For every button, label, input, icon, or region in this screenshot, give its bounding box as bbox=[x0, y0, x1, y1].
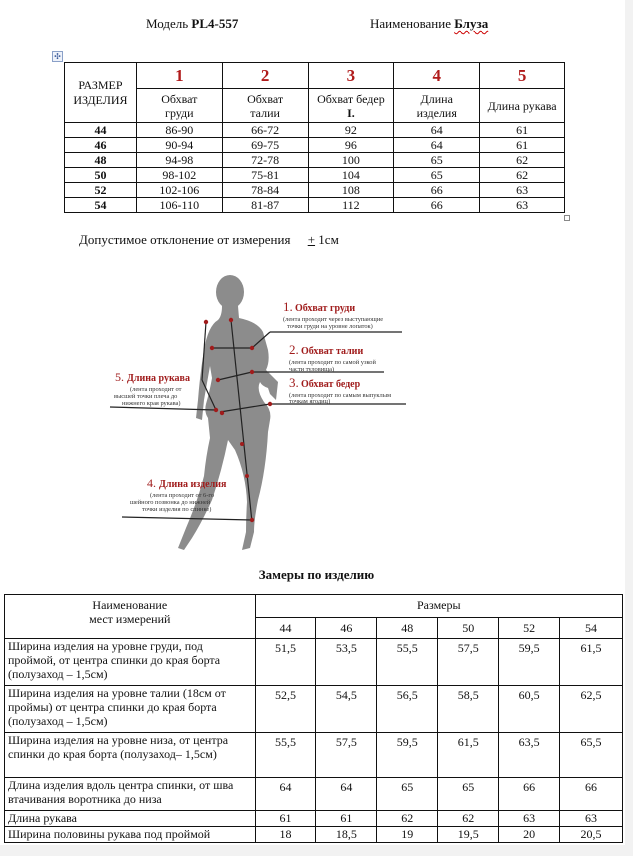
size-column-header: 52 bbox=[499, 618, 560, 639]
value-cell: 86-90 bbox=[136, 123, 222, 138]
measurement-value: 19 bbox=[377, 827, 438, 843]
label-note: высшей точки плеча до bbox=[114, 393, 178, 400]
column-header-length bbox=[394, 89, 480, 123]
section-title: Замеры по изделию bbox=[258, 567, 375, 582]
measurement-value: 62 bbox=[438, 811, 499, 827]
measurement-value: 65,5 bbox=[560, 733, 623, 778]
label-note: части туловища) bbox=[289, 366, 335, 373]
value-cell: 69-75 bbox=[222, 138, 308, 153]
size-row bbox=[65, 183, 565, 198]
size-column-header: 50 bbox=[438, 618, 499, 639]
corner-line-1: РАЗМЕР bbox=[78, 77, 123, 92]
size-column-header: 44 bbox=[255, 618, 316, 639]
column-number: 1 bbox=[136, 63, 222, 89]
label-note: (лента проходит от 6-го bbox=[150, 492, 215, 499]
value-cell: 63 bbox=[480, 183, 565, 198]
size-row bbox=[65, 153, 565, 168]
value-cell: 65 bbox=[394, 153, 480, 168]
value-cell: 66 bbox=[394, 183, 480, 198]
label-note: точки изделия по спинке) bbox=[142, 506, 212, 513]
model-label: Модель bbox=[146, 16, 189, 31]
value-cell: 64 bbox=[394, 138, 480, 153]
size-cell: 54 bbox=[65, 198, 137, 213]
value-cell: 102-106 bbox=[136, 183, 222, 198]
value-cell: 61 bbox=[480, 123, 565, 138]
label-title: Длина рукава bbox=[127, 373, 190, 384]
header-line: Наименование bbox=[92, 598, 168, 612]
measurement-row bbox=[5, 733, 623, 778]
name-value: Блуза bbox=[454, 16, 489, 31]
label-note: точки груди на уровне лопаток) bbox=[287, 323, 373, 330]
size-cell: 46 bbox=[65, 138, 137, 153]
measurement-value: 63 bbox=[560, 811, 623, 827]
size-row bbox=[65, 138, 565, 153]
measurement-row bbox=[5, 778, 623, 811]
label-hips bbox=[289, 375, 391, 405]
measurement-value: 55,5 bbox=[377, 639, 438, 686]
measurement-value: 51,5 bbox=[255, 639, 316, 686]
measurement-value: 62,5 bbox=[560, 686, 623, 733]
measurement-value: 53,5 bbox=[316, 639, 377, 686]
size-row bbox=[65, 123, 565, 138]
value-cell: 92 bbox=[308, 123, 394, 138]
measurement-value: 62 bbox=[377, 811, 438, 827]
label-number: 4. bbox=[147, 476, 156, 490]
value-cell: 81-87 bbox=[222, 198, 308, 213]
column-number: 5 bbox=[480, 63, 565, 89]
value-cell: 66 bbox=[394, 198, 480, 213]
measurement-value: 56,5 bbox=[377, 686, 438, 733]
measurement-value: 61,5 bbox=[438, 733, 499, 778]
measurement-value: 61,5 bbox=[560, 639, 623, 686]
measurement-name: Длина рукава bbox=[5, 811, 256, 827]
label-waist bbox=[289, 342, 376, 373]
label-note: (лента проходит по самым выпуклым bbox=[289, 392, 392, 399]
measurement-value: 57,5 bbox=[438, 639, 499, 686]
header-line: талии bbox=[250, 105, 280, 120]
tolerance-note bbox=[79, 232, 339, 248]
header-line: Обхват бедер bbox=[317, 91, 385, 106]
measurement-value: 59,5 bbox=[377, 733, 438, 778]
column-header-bust bbox=[136, 89, 222, 123]
size-corner-header bbox=[65, 63, 137, 123]
value-cell: 66-72 bbox=[222, 123, 308, 138]
value-cell: 64 bbox=[394, 123, 480, 138]
header-line: Обхват bbox=[247, 91, 284, 106]
header-line: изделия bbox=[416, 105, 457, 120]
measurement-row bbox=[5, 639, 623, 686]
size-column-header: 46 bbox=[316, 618, 377, 639]
measurement-value: 61 bbox=[255, 811, 316, 827]
column-header-sleeve bbox=[480, 89, 565, 123]
header-line: Длина рукава bbox=[487, 98, 557, 113]
value-cell: 63 bbox=[480, 198, 565, 213]
product-name-heading bbox=[370, 16, 488, 32]
measurement-value: 19,5 bbox=[438, 827, 499, 843]
label-note: (лента проходит по самой узкой bbox=[289, 359, 376, 366]
measurement-value: 57,5 bbox=[316, 733, 377, 778]
value-cell: 100 bbox=[308, 153, 394, 168]
value-cell: 106-110 bbox=[136, 198, 222, 213]
column-header-waist bbox=[222, 89, 308, 123]
name-label: Наименование bbox=[370, 16, 451, 31]
measurement-value: 18,5 bbox=[316, 827, 377, 843]
label-title: Обхват талии bbox=[301, 346, 364, 357]
measurement-row bbox=[5, 686, 623, 733]
header-line: мест измерений bbox=[89, 612, 171, 626]
label-note: (лента проходит через выступающие bbox=[283, 316, 384, 323]
header-line: Длина bbox=[420, 91, 453, 106]
label-title: Длина изделия bbox=[159, 479, 227, 490]
label-note: шейного позвонка до нижней bbox=[130, 499, 211, 506]
measurement-name: Ширина половины рукава под проймой bbox=[5, 827, 256, 843]
length-guide bbox=[122, 517, 252, 520]
value-cell: 96 bbox=[308, 138, 394, 153]
table-resize-handle[interactable] bbox=[564, 215, 570, 221]
label-sleeve bbox=[114, 370, 190, 407]
label-bust bbox=[283, 299, 383, 330]
size-cell: 52 bbox=[65, 183, 137, 198]
value-cell: 75-81 bbox=[222, 168, 308, 183]
measurement-value: 63 bbox=[499, 811, 560, 827]
value-cell: 62 bbox=[480, 168, 565, 183]
size-row bbox=[65, 198, 565, 213]
label-note: (лента проходит от bbox=[130, 386, 182, 393]
measurement-name: Ширина изделия на уровне талии (18см от проймы) от центра спинки до края борта (полузаход – 1,5см) bbox=[5, 686, 256, 733]
value-cell: 104 bbox=[308, 168, 394, 183]
value-cell: 98-102 bbox=[136, 168, 222, 183]
measurement-value: 65 bbox=[377, 778, 438, 811]
label-number: 3. bbox=[289, 375, 299, 390]
value-cell: 78-84 bbox=[222, 183, 308, 198]
measurement-value: 20,5 bbox=[560, 827, 623, 843]
size-cell: 50 bbox=[65, 168, 137, 183]
size-chart-table bbox=[64, 62, 565, 213]
measurement-value: 55,5 bbox=[255, 733, 316, 778]
size-row bbox=[65, 168, 565, 183]
label-note: точкам ягодиц) bbox=[289, 398, 331, 405]
tolerance-value: 1см bbox=[318, 232, 339, 247]
label-note: нижнего края рукава) bbox=[122, 400, 181, 407]
corner-line-2: ИЗДЕЛИЯ bbox=[73, 92, 128, 107]
measurement-value: 64 bbox=[316, 778, 377, 811]
tolerance-text: Допустимое отклонение от измерения bbox=[79, 232, 291, 247]
label-number: 1. bbox=[283, 299, 293, 314]
measurement-value: 52,5 bbox=[255, 686, 316, 733]
label-title: Обхват груди bbox=[295, 303, 356, 314]
measurement-value: 66 bbox=[499, 778, 560, 811]
sizes-header: Размеры bbox=[255, 595, 622, 618]
value-cell: 62 bbox=[480, 153, 565, 168]
column-number: 2 bbox=[222, 63, 308, 89]
size-column-header: 48 bbox=[377, 618, 438, 639]
measurement-value: 66 bbox=[560, 778, 623, 811]
measurement-value: 54,5 bbox=[316, 686, 377, 733]
garment-measurements-table bbox=[4, 594, 623, 843]
measurement-value: 20 bbox=[499, 827, 560, 843]
measurement-name: Длина изделия вдоль центра спинки, от шва втачивания воротника до низа bbox=[5, 778, 256, 811]
measurement-value: 58,5 bbox=[438, 686, 499, 733]
measurement-value: 64 bbox=[255, 778, 316, 811]
measurement-row bbox=[5, 811, 623, 827]
measurement-value: 61 bbox=[316, 811, 377, 827]
label-number: 5. bbox=[115, 370, 124, 384]
value-cell: 108 bbox=[308, 183, 394, 198]
measurement-value: 59,5 bbox=[499, 639, 560, 686]
measurement-value: 60,5 bbox=[499, 686, 560, 733]
measurement-value: 63,5 bbox=[499, 733, 560, 778]
value-cell: 112 bbox=[308, 198, 394, 213]
header-line: груди bbox=[165, 105, 194, 120]
size-cell: 44 bbox=[65, 123, 137, 138]
label-number: 2. bbox=[289, 342, 299, 357]
size-cell: 48 bbox=[65, 153, 137, 168]
label-length bbox=[130, 476, 227, 513]
column-header-hips bbox=[308, 89, 394, 123]
measurement-row bbox=[5, 827, 623, 843]
model-heading bbox=[146, 16, 238, 32]
label-title: Обхват бедер bbox=[301, 379, 361, 390]
model-value: PL4-557 bbox=[191, 16, 239, 31]
name-column-header bbox=[5, 595, 256, 639]
measurement-name: Ширина изделия на уровне груди, под проймой, от центра спинки до края борта (полузаход – 1,5см) bbox=[5, 639, 256, 686]
value-cell: 61 bbox=[480, 138, 565, 153]
measurement-value: 18 bbox=[255, 827, 316, 843]
column-number: 4 bbox=[394, 63, 480, 89]
measurement-diagram bbox=[100, 270, 420, 560]
plus-minus-sign: + bbox=[307, 232, 316, 247]
value-cell: 65 bbox=[394, 168, 480, 183]
value-cell: 90-94 bbox=[136, 138, 222, 153]
column-number: 3 bbox=[308, 63, 394, 89]
measurement-value: 65 bbox=[438, 778, 499, 811]
measurement-name: Ширина изделия на уровне низа, от центра спинки до края борта (полузаход– 1,5см) bbox=[5, 733, 256, 778]
size-column-header: 54 bbox=[560, 618, 623, 639]
header-line: I. bbox=[347, 105, 355, 120]
value-cell: 94-98 bbox=[136, 153, 222, 168]
table-move-handle-icon[interactable]: ✣ bbox=[52, 51, 63, 62]
header-line: Обхват bbox=[161, 91, 198, 106]
value-cell: 72-78 bbox=[222, 153, 308, 168]
